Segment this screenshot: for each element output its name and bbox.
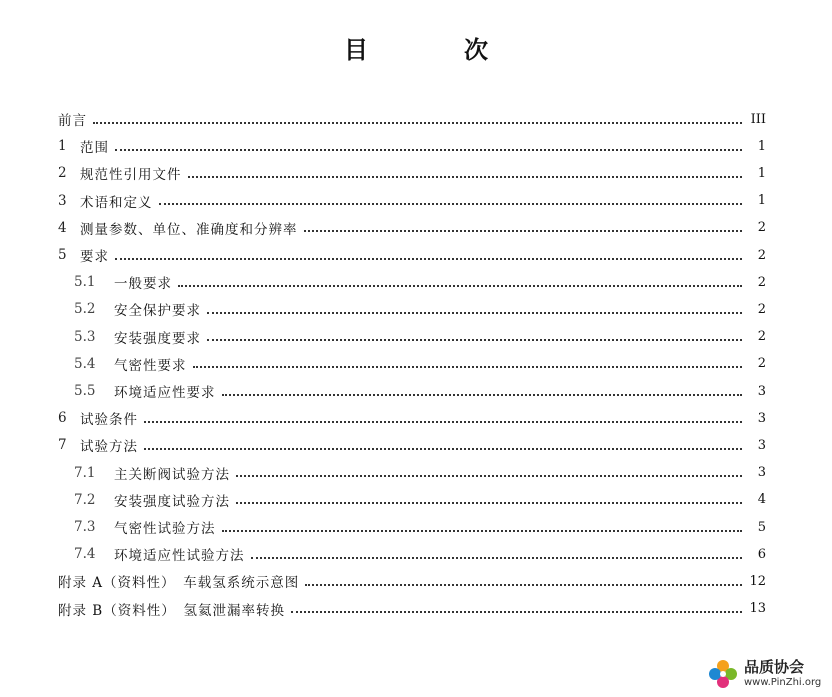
toc-entry-heading xyxy=(58,163,182,183)
toc-entry-title: 安装强度试验方法 xyxy=(114,493,230,510)
dot-leader xyxy=(159,202,743,205)
toc-entry-number: 5.3 xyxy=(74,328,96,345)
toc-entry[interactable] xyxy=(0,190,832,212)
toc-entry-page: 1 xyxy=(757,165,766,181)
toc-entry-number: 7.3 xyxy=(74,519,96,535)
toc-entry-title: 术语和定义 xyxy=(80,194,153,211)
toc-entry-heading xyxy=(74,381,216,401)
dot-leader xyxy=(144,420,742,423)
toc-entry-number: 2 xyxy=(58,165,67,182)
toc-entry-page: 4 xyxy=(757,492,766,508)
toc-entry[interactable] xyxy=(0,407,832,429)
toc-entry-title: 气密性试验方法 xyxy=(114,521,216,537)
flower-logo-icon xyxy=(706,657,740,691)
watermark-name: 品质协会 xyxy=(744,658,805,676)
dot-leader xyxy=(93,121,742,124)
toc-entry-title: 前言 xyxy=(58,113,87,129)
toc-entry-page: 12 xyxy=(749,573,766,589)
toc-entry-heading xyxy=(58,408,138,428)
watermark-logo xyxy=(706,656,830,692)
toc-entry-heading xyxy=(58,109,87,129)
toc-entry-heading xyxy=(74,490,230,510)
dot-leader xyxy=(222,393,743,396)
toc-entry[interactable] xyxy=(0,570,832,592)
toc-entry-title: 安装强度要求 xyxy=(114,330,201,347)
dot-leader xyxy=(222,529,743,532)
dot-leader xyxy=(188,175,743,178)
dot-leader xyxy=(304,229,743,232)
toc-entry-heading xyxy=(58,218,298,238)
toc-entry-heading xyxy=(74,272,172,292)
toc-entry-number: 7 xyxy=(58,437,67,454)
toc-entry-title: 附录 B（资料性） 氢氦泄漏率转换 xyxy=(58,602,285,619)
toc-entry-title: 要求 xyxy=(80,249,109,265)
toc-entry-page: 3 xyxy=(757,437,766,453)
toc-entry-heading xyxy=(74,327,201,347)
toc-entry-number: 4 xyxy=(58,219,67,236)
toc-entry-page: 2 xyxy=(757,220,766,236)
toc-entry-page: 13 xyxy=(749,601,766,617)
toc-entry-heading xyxy=(74,544,245,564)
toc-entry[interactable] xyxy=(0,135,832,157)
toc-entry-title: 安全保护要求 xyxy=(114,303,201,320)
toc-entry[interactable] xyxy=(0,298,832,320)
toc-entry-title: 一般要求 xyxy=(114,276,172,293)
dot-leader xyxy=(207,338,742,341)
toc-entry[interactable] xyxy=(0,489,832,511)
toc-entry-number: 7.2 xyxy=(74,491,96,508)
toc-entry[interactable] xyxy=(0,271,832,293)
toc-entry-page: 2 xyxy=(757,329,766,345)
toc-entry-page: 2 xyxy=(757,301,766,317)
toc-entry[interactable] xyxy=(0,162,832,184)
toc-entry-title: 环境适应性要求 xyxy=(114,385,216,401)
toc-entry-number: 5.4 xyxy=(74,355,96,372)
toc-entry-number: 7.1 xyxy=(74,464,96,481)
toc-entry[interactable] xyxy=(0,543,832,565)
toc-entry-number: 5 xyxy=(58,247,67,263)
toc-entry-heading xyxy=(58,599,285,619)
toc-entry[interactable] xyxy=(0,244,832,266)
toc-entry-heading xyxy=(58,435,138,455)
toc-entry-page: 1 xyxy=(757,138,766,154)
toc-entry-page: 3 xyxy=(757,383,766,399)
toc-entry[interactable] xyxy=(0,353,832,375)
toc-entry-number: 3 xyxy=(58,192,67,209)
toc-entry-title: 环境适应性试验方法 xyxy=(114,548,245,565)
toc-entry-title: 主关断阀试验方法 xyxy=(114,466,230,483)
dot-leader xyxy=(144,447,742,450)
toc-entry-page: 2 xyxy=(757,356,766,372)
toc-entry-number: 7.4 xyxy=(74,546,96,563)
toc-entry-heading xyxy=(74,299,201,319)
toc-entry-number: 5.2 xyxy=(74,301,96,318)
toc-entry-heading xyxy=(58,245,109,265)
toc-entry-page: III xyxy=(750,111,766,127)
toc-entry-number: 1 xyxy=(58,138,67,155)
dot-leader xyxy=(115,148,742,151)
toc-entry[interactable] xyxy=(0,434,832,456)
toc-entry-number: 5.1 xyxy=(74,274,96,291)
toc-entry-heading xyxy=(74,463,230,483)
toc-entry-page: 5 xyxy=(757,519,766,535)
toc-entry-heading xyxy=(74,517,216,537)
toc-entry[interactable] xyxy=(0,326,832,348)
toc-entry-page: 1 xyxy=(757,193,766,209)
watermark-url: www.PinZhi.org xyxy=(744,677,822,688)
toc-entry-title: 规范性引用文件 xyxy=(80,167,182,184)
dot-leader xyxy=(207,311,742,314)
dot-leader xyxy=(178,284,742,287)
toc-entry-page: 3 xyxy=(757,465,766,481)
toc-entry-heading xyxy=(58,136,109,156)
toc-entry[interactable] xyxy=(0,380,832,402)
toc-entry-page: 6 xyxy=(757,546,766,562)
toc-entry-title: 范围 xyxy=(80,140,109,157)
toc-entry-title: 试验方法 xyxy=(80,439,138,456)
toc-entry-title: 试验条件 xyxy=(80,412,138,429)
toc-entry-heading xyxy=(74,354,187,374)
toc-entry[interactable] xyxy=(0,598,832,620)
dot-leader xyxy=(236,474,742,477)
toc-entry[interactable] xyxy=(0,462,832,484)
toc-entry[interactable] xyxy=(0,516,832,538)
dot-leader xyxy=(193,365,743,368)
toc-entry-number: 6 xyxy=(58,410,67,427)
toc-entry-title: 附录 A（资料性） 车载氢系统示意图 xyxy=(58,575,300,592)
dot-leader xyxy=(251,556,743,559)
toc-entry-heading xyxy=(58,571,299,591)
toc-entry-title: 测量参数、单位、准确度和分辨率 xyxy=(80,221,298,238)
dot-leader xyxy=(236,501,742,504)
dot-leader xyxy=(305,583,742,586)
toc-entry-heading xyxy=(58,191,153,211)
toc-entry-page: 3 xyxy=(757,410,766,426)
toc-entry-number: 5.5 xyxy=(74,383,96,399)
toc-entry-page: 2 xyxy=(757,247,766,263)
toc-entry[interactable] xyxy=(0,217,832,239)
toc-entry[interactable] xyxy=(0,108,832,130)
page-title: 目 次 xyxy=(344,36,524,64)
toc-entry-page: 2 xyxy=(757,274,766,290)
toc-entry-title: 气密性要求 xyxy=(114,357,187,374)
dot-leader xyxy=(291,610,742,613)
dot-leader xyxy=(115,257,742,260)
